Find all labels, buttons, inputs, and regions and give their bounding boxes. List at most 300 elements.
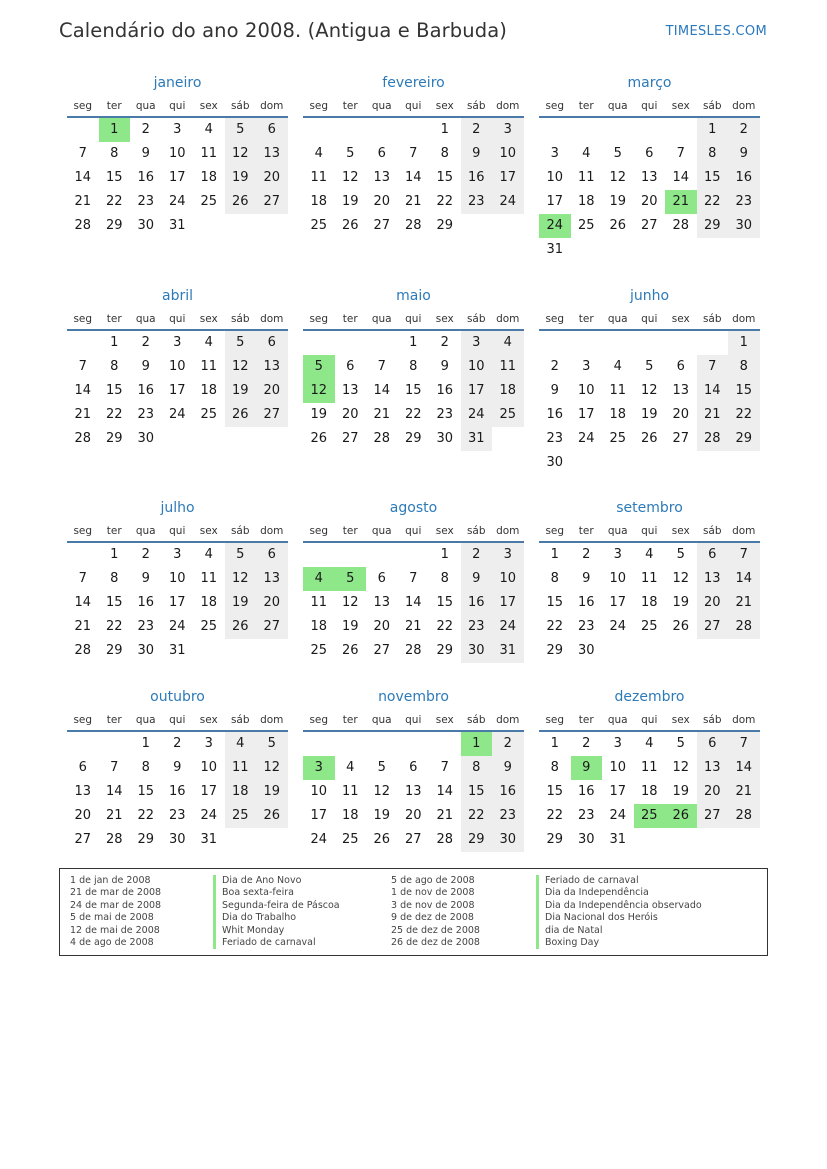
day-cell: 21: [436, 808, 454, 823]
week-row: [67, 804, 288, 828]
day-cell: 31: [609, 832, 627, 847]
day-cell: 27: [373, 643, 391, 658]
day-cell: 16: [577, 784, 595, 799]
day-cell: 18: [200, 595, 218, 610]
day-cell: 15: [728, 379, 760, 403]
empty-day-cell: [697, 451, 729, 475]
day-cell: 23: [168, 808, 186, 823]
day-cell: 9: [440, 359, 449, 374]
day-cell: 19: [256, 780, 288, 804]
day-cell: 17: [168, 383, 186, 398]
day-cell: 9: [582, 571, 591, 586]
empty-day-cell: [697, 331, 729, 355]
month-novembro: [303, 685, 524, 852]
legend-names-column-1: [213, 875, 340, 949]
day-cell: 25: [634, 804, 666, 828]
day-cell: 2: [582, 736, 591, 751]
month-janeiro: [67, 71, 288, 238]
weekday-label: dom: [260, 714, 284, 726]
empty-day-cell: [303, 543, 335, 567]
day-cell: 2: [173, 736, 182, 751]
empty-day-cell: [634, 451, 666, 475]
day-cell: 29: [105, 218, 123, 233]
week-row: [303, 732, 524, 756]
day-cell: 16: [137, 170, 155, 185]
day-cell: 15: [461, 780, 493, 804]
weekday-label: dom: [732, 313, 756, 325]
weekday-label: ter: [578, 714, 594, 726]
day-cell: 2: [492, 732, 524, 756]
day-cell: 9: [141, 571, 150, 586]
day-cell: 1: [110, 335, 119, 350]
day-cell: 23: [137, 619, 155, 634]
day-cell: 27: [256, 190, 288, 214]
day-cell: 3: [173, 122, 182, 137]
weekday-label: qua: [135, 525, 156, 537]
empty-day-cell: [366, 543, 398, 567]
day-cell: 6: [676, 359, 685, 374]
week-row: [303, 615, 524, 639]
day-cell: 31: [461, 427, 493, 451]
day-cell: 5: [303, 355, 335, 379]
week-row: [67, 567, 288, 591]
weekday-header: [67, 709, 288, 732]
day-cell: 30: [137, 431, 155, 446]
day-cell: 17: [546, 194, 564, 209]
day-cell: 18: [310, 194, 328, 209]
day-cell: 24: [609, 808, 627, 823]
weekday-label: seg: [545, 100, 565, 112]
month-dezembro: [539, 685, 760, 852]
weekday-label: qui: [169, 100, 186, 112]
day-cell: 24: [461, 403, 493, 427]
day-cell: 5: [613, 146, 622, 161]
day-cell: 12: [640, 383, 658, 398]
day-cell: 14: [74, 595, 92, 610]
day-cell: 9: [571, 756, 603, 780]
day-cell: 20: [256, 166, 288, 190]
empty-day-cell: [366, 118, 398, 142]
day-cell: 7: [409, 571, 418, 586]
day-cell: 28: [404, 643, 422, 658]
empty-day-cell: [571, 331, 603, 355]
weekday-label: sáb: [702, 714, 722, 726]
empty-day-cell: [539, 331, 571, 355]
week-row: [539, 403, 760, 427]
day-cell: 16: [137, 595, 155, 610]
day-cell: 8: [409, 359, 418, 374]
weekday-header: [539, 308, 760, 331]
day-cell: 1: [728, 331, 760, 355]
weekday-label: dom: [260, 100, 284, 112]
empty-day-cell: [634, 639, 666, 663]
week-row: [539, 732, 760, 756]
legend-holiday-name: Dia de Ano Novo: [213, 875, 340, 887]
day-cell: 21: [74, 407, 92, 422]
day-cell: 1: [110, 547, 119, 562]
empty-day-cell: [335, 543, 367, 567]
day-cell: 18: [609, 407, 627, 422]
day-cell: 30: [137, 218, 155, 233]
week-row: [539, 451, 760, 475]
day-cell: 8: [728, 355, 760, 379]
day-cell: 12: [303, 379, 335, 403]
month-julho: [67, 496, 288, 663]
day-cell: 26: [640, 431, 658, 446]
day-cell: 14: [74, 170, 92, 185]
month-fevereiro: [303, 71, 524, 238]
day-cell: 27: [256, 403, 288, 427]
day-cell: 7: [377, 359, 386, 374]
day-cell: 19: [310, 407, 328, 422]
day-cell: 9: [461, 142, 493, 166]
day-cell: 3: [613, 547, 622, 562]
weekday-label: qua: [607, 714, 628, 726]
weekday-label: sex: [435, 313, 454, 325]
empty-day-cell: [225, 639, 257, 663]
day-cell: 27: [404, 832, 422, 847]
day-cell: 3: [492, 543, 524, 567]
empty-day-cell: [728, 451, 760, 475]
empty-day-cell: [697, 639, 729, 663]
weekday-label: qua: [371, 714, 392, 726]
day-cell: 12: [609, 170, 627, 185]
week-row: [539, 543, 760, 567]
day-cell: 8: [440, 571, 449, 586]
week-row: [539, 567, 760, 591]
empty-day-cell: [697, 238, 729, 262]
day-cell: 25: [200, 407, 218, 422]
legend-names-column-2: [536, 875, 702, 949]
day-cell: 13: [373, 170, 391, 185]
weekday-label: ter: [342, 525, 358, 537]
empty-day-cell: [728, 639, 760, 663]
month-agosto: [303, 496, 524, 663]
empty-day-cell: [67, 331, 99, 355]
day-cell: 21: [728, 591, 760, 615]
empty-day-cell: [571, 118, 603, 142]
month-junho: [539, 284, 760, 475]
day-cell: 14: [373, 383, 391, 398]
week-row: [67, 780, 288, 804]
empty-day-cell: [728, 828, 760, 852]
day-cell: 3: [550, 146, 559, 161]
day-cell: 6: [78, 760, 87, 775]
month-name: dezembro: [614, 689, 685, 705]
day-cell: 23: [436, 407, 454, 422]
day-cell: 16: [577, 595, 595, 610]
weekday-label: qui: [405, 100, 422, 112]
day-cell: 13: [256, 567, 288, 591]
week-row: [303, 804, 524, 828]
legend-holiday-name: Dia do Trabalho: [213, 912, 340, 924]
holiday-legend: [59, 868, 768, 956]
day-cell: 19: [373, 808, 391, 823]
weekday-label: seg: [545, 313, 565, 325]
weekday-label: sex: [671, 100, 690, 112]
day-cell: 23: [546, 431, 564, 446]
weekday-label: qua: [135, 313, 156, 325]
day-cell: 14: [404, 170, 422, 185]
day-cell: 28: [728, 615, 760, 639]
day-cell: 12: [225, 142, 257, 166]
day-cell: 28: [728, 804, 760, 828]
weekday-label: sex: [435, 100, 454, 112]
month-name: janeiro: [153, 75, 202, 91]
day-cell: 26: [225, 403, 257, 427]
day-cell: 9: [141, 146, 150, 161]
day-cell: 26: [665, 804, 697, 828]
month-name: março: [627, 75, 672, 91]
week-row: [539, 828, 760, 852]
week-row: [67, 379, 288, 403]
day-cell: 2: [728, 118, 760, 142]
day-cell: 6: [377, 146, 386, 161]
day-cell: 19: [225, 591, 257, 615]
day-cell: 13: [373, 595, 391, 610]
week-row: [539, 142, 760, 166]
weekday-label: ter: [342, 313, 358, 325]
day-cell: 26: [672, 619, 690, 634]
day-cell: 7: [110, 760, 119, 775]
empty-day-cell: [193, 214, 225, 238]
day-cell: 24: [310, 832, 328, 847]
empty-day-cell: [697, 828, 729, 852]
day-cell: 20: [373, 194, 391, 209]
weekday-label: sex: [199, 714, 218, 726]
day-cell: 18: [577, 194, 595, 209]
day-cell: 22: [436, 619, 454, 634]
weekday-label: sex: [671, 714, 690, 726]
weekday-label: qui: [641, 525, 658, 537]
week-row: [303, 756, 524, 780]
day-cell: 5: [256, 732, 288, 756]
weekday-label: qui: [641, 313, 658, 325]
day-cell: 4: [346, 760, 355, 775]
weekday-label: dom: [496, 525, 520, 537]
empty-day-cell: [571, 451, 603, 475]
weekday-label: dom: [496, 313, 520, 325]
day-cell: 28: [436, 832, 454, 847]
day-cell: 5: [225, 543, 257, 567]
day-cell: 1: [440, 122, 449, 137]
day-cell: 6: [256, 118, 288, 142]
day-cell: 15: [697, 166, 729, 190]
day-cell: 24: [168, 619, 186, 634]
weekday-label: qui: [405, 714, 422, 726]
empty-day-cell: [335, 732, 367, 756]
empty-day-cell: [225, 427, 257, 451]
day-cell: 5: [335, 567, 367, 591]
day-cell: 29: [105, 643, 123, 658]
day-cell: 26: [225, 190, 257, 214]
day-cell: 10: [200, 760, 218, 775]
day-cell: 30: [137, 643, 155, 658]
day-cell: 6: [377, 571, 386, 586]
day-cell: 9: [141, 359, 150, 374]
week-row: [303, 403, 524, 427]
day-cell: 12: [256, 756, 288, 780]
day-cell: 10: [461, 355, 493, 379]
day-cell: 11: [640, 571, 658, 586]
weekday-header: [539, 95, 760, 118]
day-cell: 4: [204, 547, 213, 562]
day-cell: 20: [373, 619, 391, 634]
week-row: [539, 756, 760, 780]
day-cell: 28: [74, 218, 92, 233]
empty-day-cell: [665, 451, 697, 475]
day-cell: 28: [105, 832, 123, 847]
weekday-label: seg: [73, 525, 93, 537]
day-cell: 10: [168, 359, 186, 374]
day-cell: 17: [609, 784, 627, 799]
legend-holiday-name: Whit Monday: [213, 925, 340, 937]
day-cell: 4: [204, 122, 213, 137]
week-row: [303, 780, 524, 804]
week-row: [303, 214, 524, 238]
day-cell: 29: [461, 828, 493, 852]
day-cell: 6: [697, 732, 729, 756]
weekday-header: [67, 520, 288, 543]
brand-link[interactable]: TIMESLES.COM: [665, 24, 767, 39]
week-row: [67, 591, 288, 615]
day-cell: 15: [105, 595, 123, 610]
day-cell: 7: [440, 760, 449, 775]
day-cell: 7: [409, 146, 418, 161]
day-cell: 15: [546, 784, 564, 799]
week-row: [67, 828, 288, 852]
day-cell: 4: [645, 547, 654, 562]
day-cell: 27: [672, 431, 690, 446]
day-cell: 7: [78, 146, 87, 161]
weekday-label: ter: [106, 525, 122, 537]
day-cell: 27: [640, 218, 658, 233]
day-cell: 20: [404, 808, 422, 823]
day-cell: 14: [74, 383, 92, 398]
weekday-header: [303, 308, 524, 331]
week-row: [539, 190, 760, 214]
week-row: [67, 331, 288, 355]
legend-dates-column-1: [70, 875, 161, 949]
day-cell: 8: [697, 142, 729, 166]
day-cell: 22: [137, 808, 155, 823]
week-row: [539, 639, 760, 663]
day-cell: 8: [440, 146, 449, 161]
empty-day-cell: [539, 118, 571, 142]
legend-holiday-name: Dia da Independência: [536, 887, 702, 899]
day-cell: 18: [492, 379, 524, 403]
day-cell: 31: [168, 218, 186, 233]
day-cell: 6: [697, 543, 729, 567]
week-row: [303, 355, 524, 379]
day-cell: 23: [461, 190, 493, 214]
weekday-label: sáb: [466, 525, 486, 537]
day-cell: 24: [492, 615, 524, 639]
day-cell: 27: [697, 615, 729, 639]
week-row: [303, 828, 524, 852]
day-cell: 21: [373, 407, 391, 422]
day-cell: 22: [697, 190, 729, 214]
day-cell: 12: [225, 567, 257, 591]
day-cell: 28: [672, 218, 690, 233]
weekday-header: [67, 308, 288, 331]
weekday-label: ter: [578, 525, 594, 537]
day-cell: 21: [105, 808, 123, 823]
day-cell: 31: [168, 643, 186, 658]
weekday-label: sáb: [702, 313, 722, 325]
day-cell: 11: [310, 170, 328, 185]
day-cell: 4: [314, 146, 323, 161]
day-cell: 9: [461, 567, 493, 591]
week-row: [67, 190, 288, 214]
day-cell: 29: [436, 643, 454, 658]
empty-day-cell: [256, 427, 288, 451]
legend-holiday-name: Feriado de carnaval: [213, 937, 340, 949]
day-cell: 16: [168, 784, 186, 799]
weekday-label: sáb: [702, 100, 722, 112]
weekday-label: dom: [732, 714, 756, 726]
empty-day-cell: [256, 828, 288, 852]
day-cell: 17: [609, 595, 627, 610]
empty-day-cell: [429, 732, 461, 756]
weekday-label: dom: [260, 313, 284, 325]
day-cell: 10: [492, 567, 524, 591]
week-row: [303, 118, 524, 142]
empty-day-cell: [461, 214, 493, 238]
day-cell: 17: [168, 170, 186, 185]
day-cell: 27: [256, 615, 288, 639]
weekday-label: qui: [641, 714, 658, 726]
day-cell: 10: [310, 784, 328, 799]
empty-day-cell: [67, 543, 99, 567]
day-cell: 12: [341, 170, 359, 185]
legend-holiday-name: Feriado de carnaval: [536, 875, 702, 887]
day-cell: 6: [645, 146, 654, 161]
day-cell: 4: [492, 331, 524, 355]
day-cell: 1: [550, 547, 559, 562]
day-cell: 7: [78, 359, 87, 374]
week-row: [303, 190, 524, 214]
empty-day-cell: [193, 639, 225, 663]
day-cell: 10: [492, 142, 524, 166]
month-abril: [67, 284, 288, 451]
week-row: [67, 355, 288, 379]
weekday-label: ter: [342, 100, 358, 112]
week-row: [539, 166, 760, 190]
day-cell: 16: [728, 166, 760, 190]
weekday-label: qua: [135, 714, 156, 726]
day-cell: 1: [440, 547, 449, 562]
day-cell: 12: [373, 784, 391, 799]
day-cell: 9: [173, 760, 182, 775]
day-cell: 19: [672, 595, 690, 610]
day-cell: 1: [141, 736, 150, 751]
weekday-label: ter: [342, 714, 358, 726]
day-cell: 20: [640, 194, 658, 209]
legend-dates-column-2: [391, 875, 480, 949]
day-cell: 24: [609, 619, 627, 634]
legend-date: 5 de ago de 2008: [391, 875, 475, 886]
week-row: [67, 615, 288, 639]
empty-day-cell: [256, 639, 288, 663]
weekday-label: sáb: [466, 714, 486, 726]
day-cell: 29: [697, 214, 729, 238]
weekday-header: [303, 520, 524, 543]
day-cell: 4: [204, 335, 213, 350]
weekday-label: qui: [169, 525, 186, 537]
day-cell: 13: [74, 784, 92, 799]
day-cell: 7: [697, 355, 729, 379]
